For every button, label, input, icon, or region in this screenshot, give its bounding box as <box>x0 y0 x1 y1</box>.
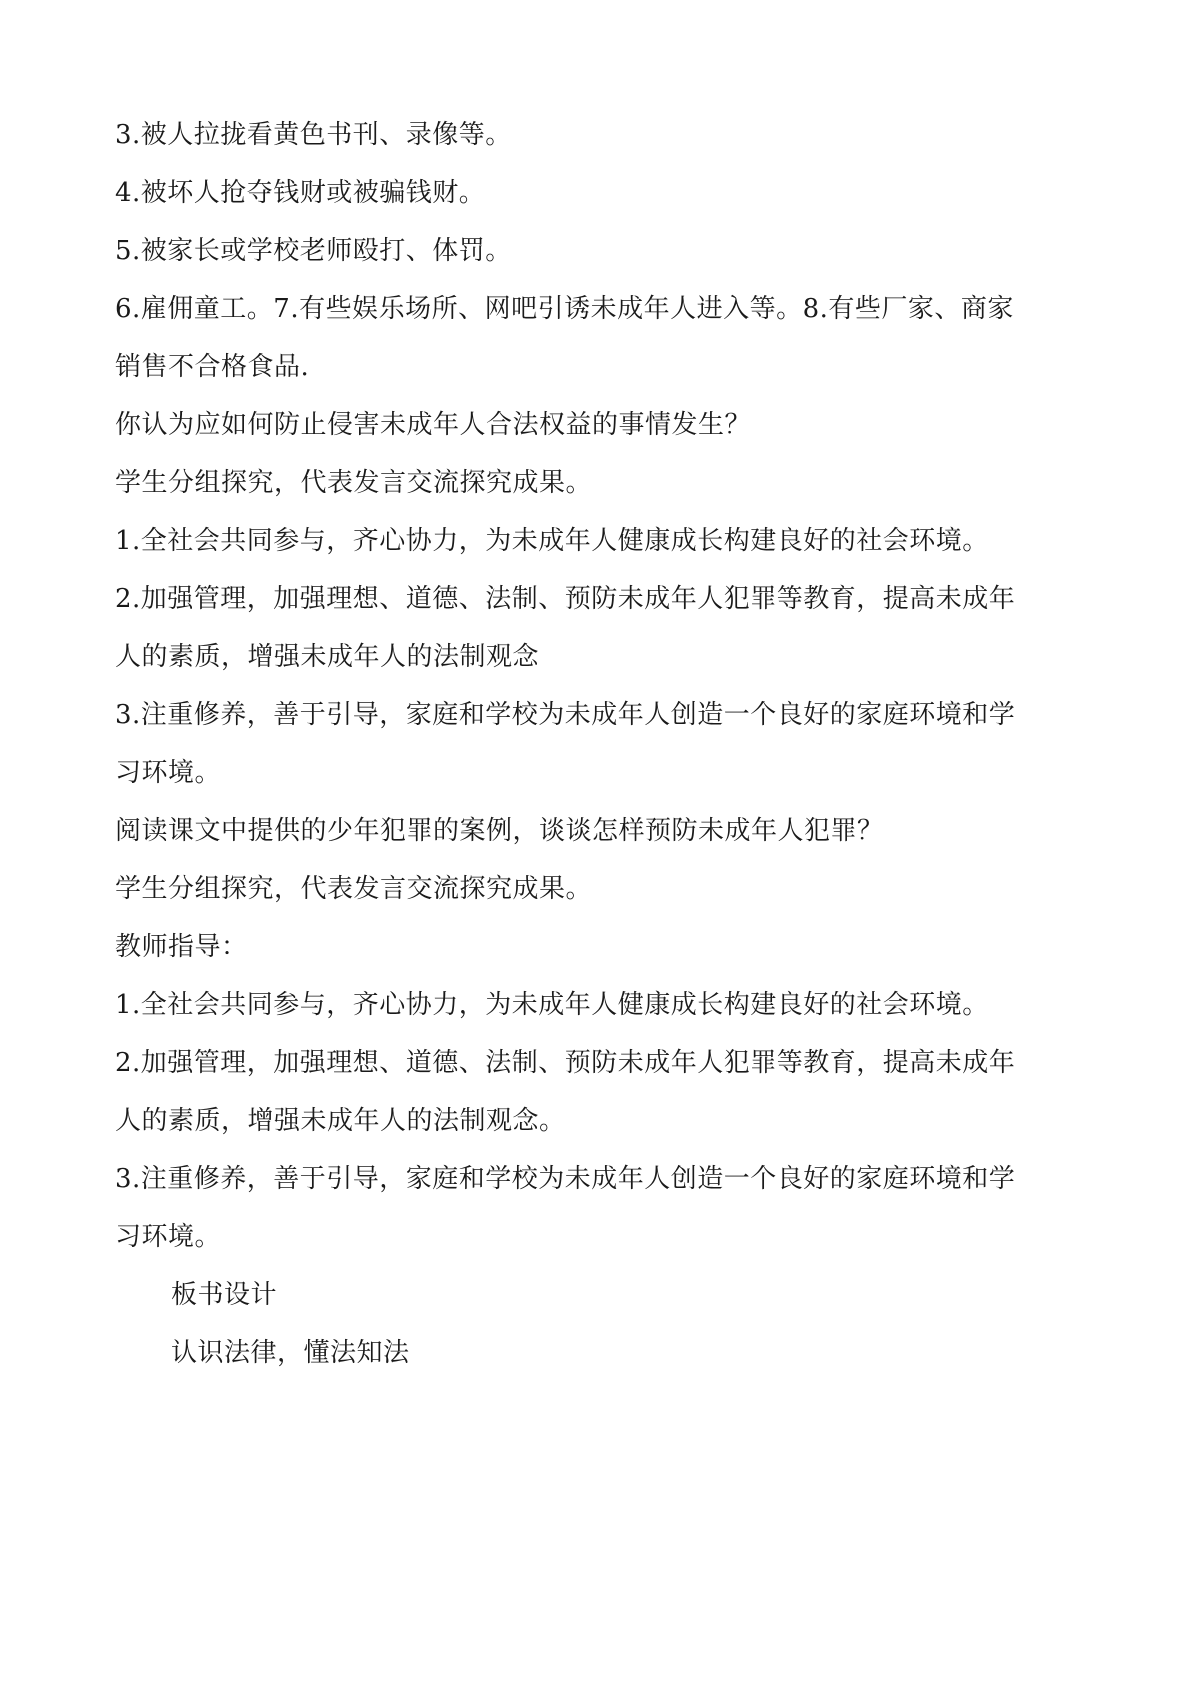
text-line: 5.被家长或学校老师殴打、体罚。 <box>115 236 512 266</box>
text-line: 销售不合格食品. <box>115 352 310 382</box>
text-line: 2.加强管理，加强理想、道德、法制、预防未成年人犯罪等教育，提高未成年 <box>115 584 1016 614</box>
text-line: 3.被人拉拢看黄色书刊、录像等。 <box>115 120 512 150</box>
text-line: 学生分组探究，代表发言交流探究成果。 <box>115 468 593 498</box>
text-line: 人的素质，增强未成年人的法制观念。 <box>115 1106 566 1136</box>
text-line: 你认为应如何防止侵害未成年人合法权益的事情发生？ <box>115 410 752 440</box>
section-heading: 板书设计 <box>171 1280 278 1310</box>
text-line: 阅读课文中提供的少年犯罪的案例，谈谈怎样预防未成年人犯罪？ <box>115 816 884 846</box>
text-line: 习环境。 <box>115 1222 222 1252</box>
section-subheading: 认识法律，懂法知法 <box>171 1338 410 1368</box>
text-line: 4.被坏人抢夺钱财或被骗钱财。 <box>115 178 486 208</box>
text-line: 6.雇佣童工。7.有些娱乐场所、网吧引诱未成年人进入等。8.有些厂家、商家 <box>115 294 1014 324</box>
text-line: 3.注重修养，善于引导，家庭和学校为未成年人创造一个良好的家庭环境和学 <box>115 1164 1016 1194</box>
text-line: 学生分组探究，代表发言交流探究成果。 <box>115 874 593 904</box>
text-line: 3.注重修养，善于引导，家庭和学校为未成年人创造一个良好的家庭环境和学 <box>115 700 1016 730</box>
text-line: 2.加强管理，加强理想、道德、法制、预防未成年人犯罪等教育，提高未成年 <box>115 1048 1016 1078</box>
text-line: 1.全社会共同参与，齐心协力，为未成年人健康成长构建良好的社会环境。 <box>115 990 989 1020</box>
text-line: 1.全社会共同参与，齐心协力，为未成年人健康成长构建良好的社会环境。 <box>115 526 989 556</box>
text-line: 教师指导： <box>115 932 248 962</box>
text-line: 人的素质，增强未成年人的法制观念 <box>115 642 540 672</box>
text-line: 习环境。 <box>115 758 222 788</box>
